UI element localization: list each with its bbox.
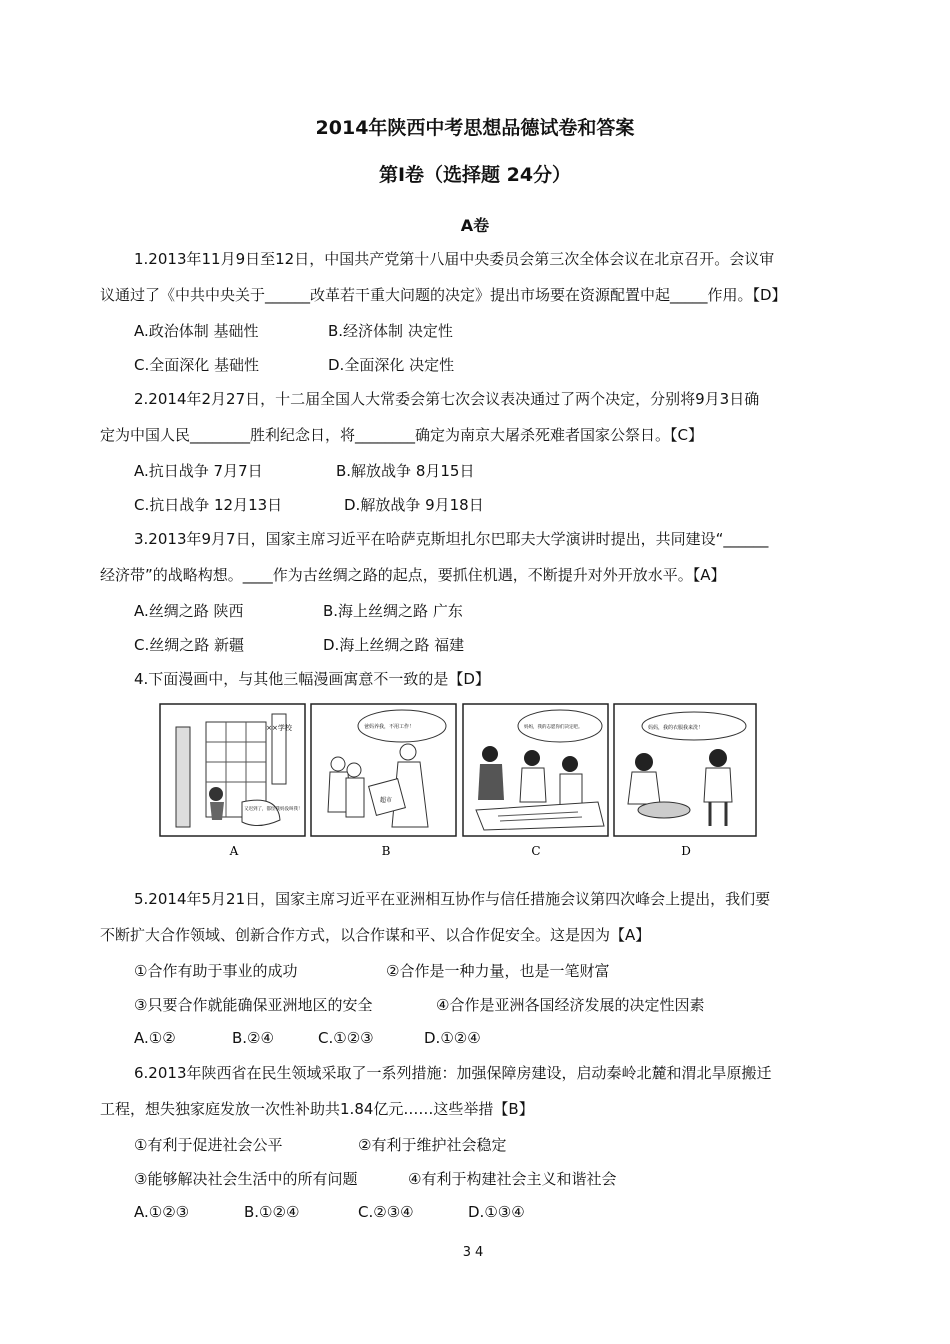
comic-panel-b <box>311 704 456 836</box>
comic-label-d: D <box>681 844 691 858</box>
question-6-statement-4: ④有利于构建社会主义和谐社会 <box>408 1170 617 1188</box>
question-5-line-1: 5.2014年5月21日，国家主席习近平在亚洲相互协作与信任措施会议第四次峰会上提出，我们要 <box>134 890 771 908</box>
comic-label-b: B <box>381 844 391 858</box>
question-5-statement-2: ②合作是一种力量，也是一笔财富 <box>386 962 610 980</box>
question-5-option-b: B.②④ <box>232 1029 274 1047</box>
bubble-b-text: 爸妈养我，不用工作！ <box>364 724 415 730</box>
school-sign: ××学校 <box>266 724 292 732</box>
question-5-line-2: 不断扩大合作领域、创新合作方式，以合作谋和平、以合作促安全。这是因为【A】 <box>100 926 651 944</box>
question-3-option-b: B.海上丝绸之路 广东 <box>323 602 463 620</box>
comic-label-a: A <box>229 844 239 858</box>
question-1-option-b: B.经济体制 决定性 <box>328 322 453 340</box>
question-3-line-1: 3.2013年9月7日，国家主席习近平在哈萨克斯坦扎尔巴耶夫大学演讲时提出，共同建设“______ <box>134 530 769 548</box>
question-6-option-b: B.①②④ <box>244 1203 300 1221</box>
bubble-a-text: 又迟到了，都怪我妈没叫我！ <box>244 807 303 812</box>
question-1-line-2: 议通过了《中共中央关于______改革若干重大问题的决定》提出市场要在资源配置中起_____作用。【D】 <box>100 286 787 304</box>
question-1-option-a: A.政治体制 基础性 <box>134 322 259 340</box>
question-5-option-d: D.①②④ <box>424 1029 481 1047</box>
comic-panel-c <box>463 704 608 836</box>
question-3-line-2: 经济带”的战略构想。____作为古丝绸之路的起点，要抓住机遇，不断提升对外开放水平。【A】 <box>100 566 726 584</box>
question-5-option-a: A.①② <box>134 1029 176 1047</box>
question-6-statement-2: ②有利于维护社会稳定 <box>358 1136 507 1154</box>
question-6-option-c: C.②③④ <box>358 1203 414 1221</box>
question-6-option-d: D.①③④ <box>468 1203 525 1221</box>
comic-strip <box>158 702 758 860</box>
question-6-line-2: 工程，想失独家庭发放一次性补助共1.84亿元……这些举措【B】 <box>100 1100 534 1118</box>
part-heading: A卷 <box>460 216 490 235</box>
question-2-option-d: D.解放战争 9月18日 <box>344 496 484 514</box>
comic-panel-d <box>614 704 756 836</box>
question-1-option-c: C.全面深化 基础性 <box>134 356 260 374</box>
question-5-statement-1: ①合作有助于事业的成功 <box>134 962 298 980</box>
question-2-option-a: A.抗日战争 7月7日 <box>134 462 263 480</box>
question-5-statement-3: ③只要合作就能确保亚洲地区的安全 <box>134 996 373 1014</box>
section-heading: 第I卷（选择题 24分） <box>378 164 572 186</box>
question-3-option-d: D.海上丝绸之路 福建 <box>323 636 465 654</box>
question-1-line-1: 1.2013年11月9日至12日，中国共产党第十八届中央委员会第三次全体会议在北京召开。会议审 <box>134 250 775 268</box>
comic-label-c: C <box>531 844 541 858</box>
question-2-line-2: 定为中国人民________胜利纪念日，将________确定为南京大屠杀死难者国家公祭日。【C】 <box>100 426 703 444</box>
page-number: 34 <box>462 1245 488 1260</box>
comic-panel-a <box>160 704 305 836</box>
question-3-option-c: C.丝绸之路 新疆 <box>134 636 245 654</box>
supermarket-sign: 超市 <box>380 797 393 804</box>
question-1-option-d: D.全面深化 决定性 <box>328 356 455 374</box>
bubble-c-text: 妈妈，我的志愿你们决定吧。 <box>524 725 583 730</box>
question-6-option-a: A.①②③ <box>134 1203 190 1221</box>
question-5-statement-4: ④合作是亚洲各国经济发展的决定性因素 <box>436 996 705 1014</box>
question-6-line-1: 6.2013年陕西省在民生领域采取了一系列措施：加强保障房建设，启动秦岭北麓和渭北旱原搬迁 <box>134 1064 772 1082</box>
question-2-option-c: C.抗日战争 12月13日 <box>134 496 283 514</box>
question-4-line-1: 4.下面漫画中，与其他三幅漫画寓意不一致的是【D】 <box>134 670 490 688</box>
bubble-d-text: 妈妈，我的衣服我来洗！ <box>648 725 704 731</box>
question-3-option-a: A.丝绸之路 陕西 <box>134 602 244 620</box>
question-5-option-c: C.①②③ <box>318 1029 374 1047</box>
document-title: 2014年陕西中考思想品德试卷和答案 <box>315 117 635 139</box>
question-2-option-b: B.解放战争 8月15日 <box>336 462 475 480</box>
question-6-statement-1: ①有利于促进社会公平 <box>134 1136 283 1154</box>
question-6-statement-3: ③能够解决社会生活中的所有问题 <box>134 1170 358 1188</box>
question-2-line-1: 2.2014年2月27日，十二届全国人大常委会第七次会议表决通过了两个决定，分别将9月3日确 <box>134 390 760 408</box>
